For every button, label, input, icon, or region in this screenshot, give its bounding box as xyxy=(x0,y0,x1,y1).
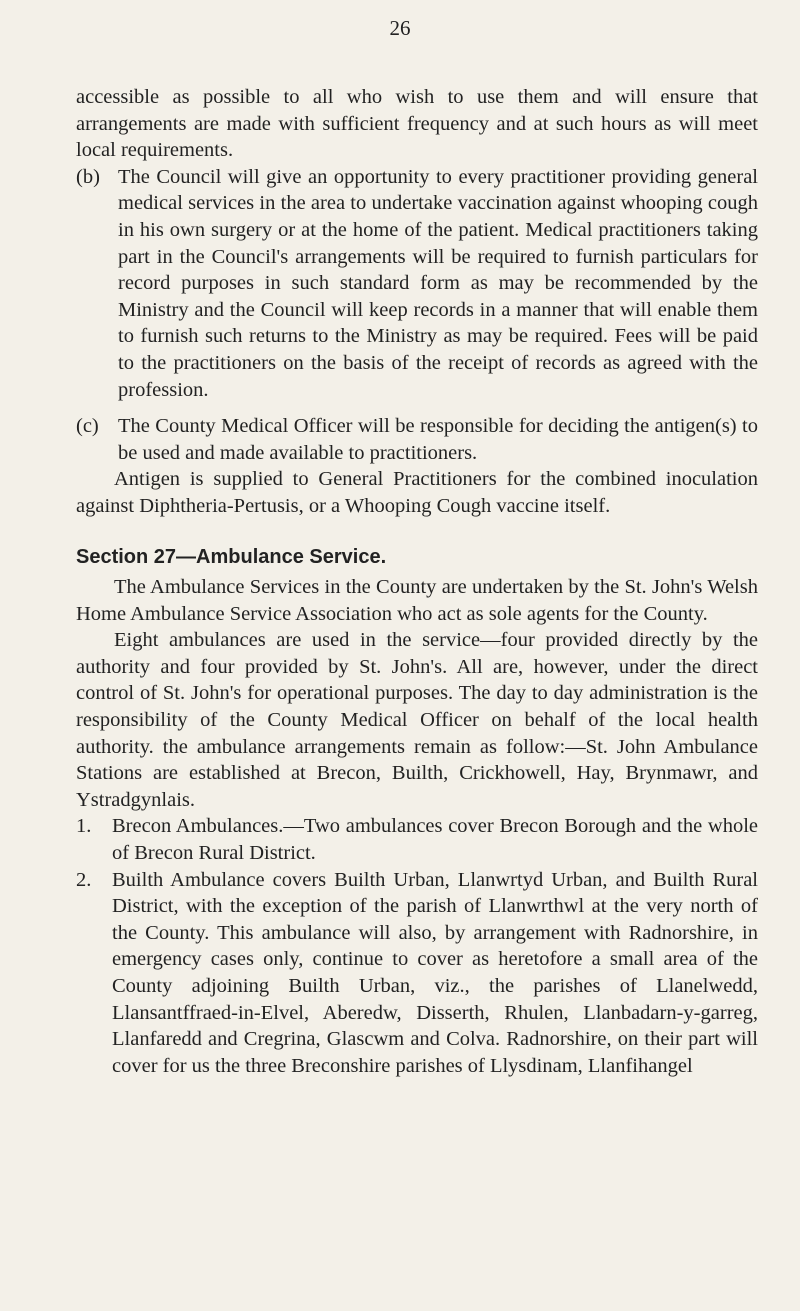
item-c-text: The County Medical Officer will be responsible for deciding the antigen(s) to be used and made available to practitioners. xyxy=(118,415,758,464)
intro-paragraph: accessible as possible to all who wish to use them and will ensure that arrangements are made with sufficient frequency and at such hours as will meet local requirements. xyxy=(76,86,758,162)
list-item-b xyxy=(76,164,758,403)
section-heading: Section 27—Ambulance Service. xyxy=(76,545,387,568)
numbered-item-1 xyxy=(76,813,758,866)
item-1-marker: 1. xyxy=(76,815,92,838)
item-b-text: The Council will give an opportunity to every practitioner providing general medical services in the area to undertake vaccination against whooping cough in his own surgery or at the home of the patient. Medical practitioners taking part in the Council's arrangements will be required to furnish particulars for record purposes in such standard form as may be recommended by the Ministry and the Council will keep records in a manner that will enable them to furnish such returns to the Ministry as may be required. Fees will be paid to the practitioners on the basis of the receipt of records as agreed with the profession. xyxy=(118,165,758,401)
item-2-text: Builth Ambulance covers Builth Urban, Llanwrtyd Urban, and Builth Rural District, with the exception of the parish of Llanwrthwl at the very north of the County. This ambulance will also, by arrangement with Radnorshire, in emergency cases only, continue to cover as heretofore a small area of the County adjoining Builth Urban, viz., the parishes of Llanelwedd, Llansantffraed-in-Elvel, Aberedw, Disserth, Rhulen, Llanbadarn-y-garreg, Llanfaredd and Cregrina, Glascwm and Colva. Radnorshire, on their part will cover for us the three Breconshire parishes of Llysdinam, Llanfihangel xyxy=(112,868,758,1077)
list-item-c xyxy=(76,413,758,466)
item-2-marker: 2. xyxy=(76,868,92,891)
page-number: 26 xyxy=(389,16,411,40)
item-c-marker: (c) xyxy=(76,415,99,438)
item-1-text: Brecon Ambulances.—Two ambulances cover Brecon Borough and the whole of Brecon Rural District. xyxy=(112,815,758,865)
item-b-marker: (b) xyxy=(76,165,100,188)
numbered-item-2 xyxy=(76,867,758,1080)
section-paragraph-1: The Ambulance Services in the County are undertaken by the St. John's Welsh Home Ambulance Service Association who act as sole agents for the County. xyxy=(76,576,758,625)
antigen-paragraph: Antigen is supplied to General Practitioners for the combined inoculation against Diphtheria-Pertusis, or a Whooping Cough vaccine itself. xyxy=(76,468,758,517)
body-text xyxy=(76,84,758,1079)
section-paragraph-2: Eight ambulances are used in the service—four provided directly by the authority and four provided by St. John's. All are, however, under the direct control of St. John's for operational purposes. The day to day administration is the responsibility of the County Medical Officer on behalf of the local health authority. the ambulance arrangements remain as follow:—St. John Ambulance Stations are established at Brecon, Builth, Crickhowell, Hay, Brynmawr, and Ystradgynlais. xyxy=(76,629,758,811)
